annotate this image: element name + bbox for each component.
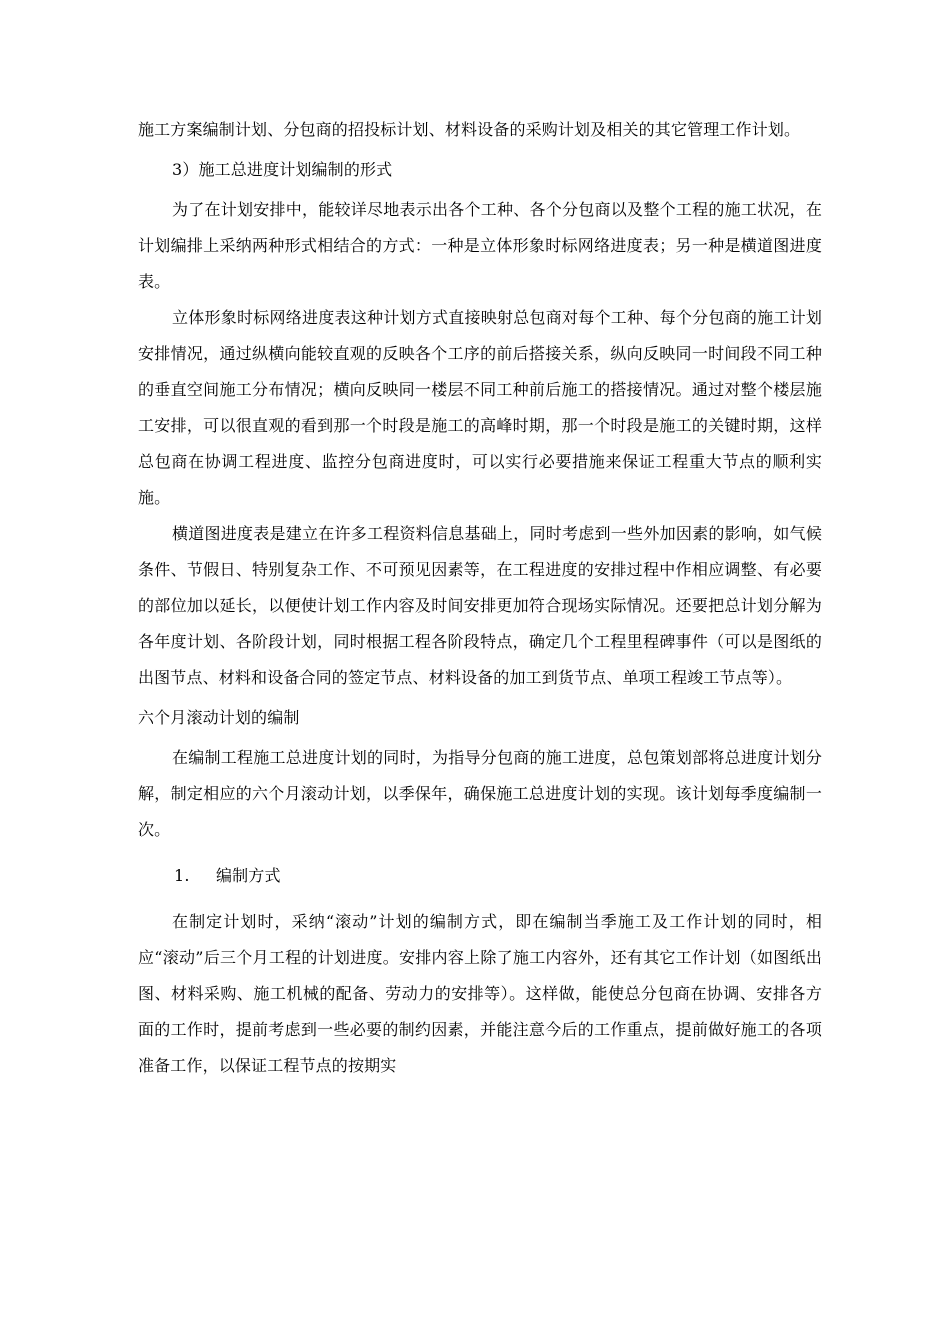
paragraph-rolling-plan-intro: 在编制工程施工总进度计划的同时，为指导分包商的施工进度，总包策划部将总进度计划分解，制定相应的六个月滚动计划，以季保年，确保施工总进度计划的实现。该计划每季度编制一次。: [138, 748, 822, 839]
list-number: 1.: [174, 866, 190, 885]
heading-six-month-rolling-plan: 六个月滚动计划的编制: [138, 708, 300, 727]
paragraph-two-forms: 为了在计划安排中，能较详尽地表示出各个工种、各个分包商以及整个工程的施工状况，在计划编排上采纳两种形式相结合的方式：一种是立体形象时标网络进度表；另一种是横道图进度表。: [138, 200, 822, 291]
paragraph-network-schedule: 立体形象时标网络进度表这种计划方式直接映射总包商对每个工种、每个分包商的施工计划安排情况，通过纵横向能较直观的反映各个工序的前后搭接关系，纵向反映同一时间段不同工种的垂直空间施工分布情况；横向反映同一楼层不同工种前后施工的搭接情况。通过对整个楼层施工安排，可以很直观的看到那一个时段是施工的高峰时期，那一个时段是施工的关键时期，这样总包商在协调工程进度、监控分包商进度时，可以实行必要措施来保证工程重大节点的顺利实施。: [138, 308, 822, 507]
list-item-compilation-method: [138, 858, 822, 894]
paragraph-rolling-method: 在制定计划时，采纳“滚动”计划的编制方式，即在编制当季施工及工作计划的同时，相应“滚动”后三个月工程的计划进度。安排内容上除了施工内容外，还有其它工作计划（如图纸出图、材料采购、施工机械的配备、劳动力的安排等）。这样做，能使总分包商在协调、安排各方面的工作时，提前考虑到一些必要的制约因素，并能注意今后的工作重点，提前做好施工的各项准备工作，以保证工程节点的按期实: [138, 912, 822, 1075]
paragraph-construction-plans: 施工方案编制计划、分包商的招投标计划、材料设备的采购计划及相关的其它管理工作计划。: [138, 120, 801, 139]
paragraph-gantt-schedule: 横道图进度表是建立在许多工程资料信息基础上，同时考虑到一些外加因素的影响，如气候条件、节假日、特别复杂工作、不可预见因素等，在工程进度的安排过程中作相应调整、有必要的部位加以延长，以便使计划工作内容及时间安排更加符合现场实际情况。还要把总计划分解为各年度计划、各阶段计划，同时根据工程各阶段特点，确定几个工程里程碑事件（可以是图纸的出图节点、材料和设备合同的签定节点、材料设备的加工到货节点、单项工程竣工节点等）。: [138, 524, 822, 687]
document-body: [138, 112, 822, 1084]
list-item-label: 编制方式: [216, 866, 281, 885]
heading-schedule-format: 3）施工总进度计划编制的形式: [172, 160, 393, 179]
